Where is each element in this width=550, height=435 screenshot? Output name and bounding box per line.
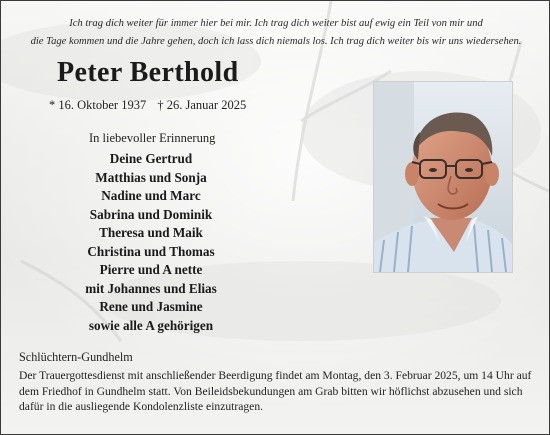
poem-line: die Tage kommen und die Jahre gehen, doch ich lass dich niemals los. Ich trag dich weiter bis wir uns wiedersehen. bbox=[30, 36, 522, 47]
family-member: Christina und Thomas bbox=[87, 243, 215, 259]
place-name: Schlüchtern-Gundhelm bbox=[19, 350, 133, 364]
family-member: Pierre und A nette bbox=[99, 262, 203, 277]
family-member: Rene und Jasmine bbox=[99, 299, 203, 314]
funeral-service-text: Der Trauergottesdienst mit anschließender Beerdigung findet am Montag, den 3. Februar 2025, um 14 Uhr auf dem Friedhof in Gundhelm statt. Von Beileidsbekundungen am Grab bitten wir höflichst abzusehen und sich dafür in die ausliegende Kondolenzliste einzutragen. bbox=[19, 369, 532, 413]
family-list bbox=[53, 150, 249, 335]
memorial-intro: In liebevoller Erinnerung bbox=[89, 131, 216, 145]
family-member: Sabrina und Dominik bbox=[89, 206, 213, 222]
birth-date: * 16. Oktober 1937 bbox=[49, 98, 147, 112]
portrait-photo bbox=[373, 81, 513, 273]
family-member: Matthias und Sonja bbox=[95, 169, 207, 185]
family-member: Theresa und Maik bbox=[99, 225, 203, 240]
poem-text bbox=[11, 15, 541, 51]
deceased-name: Peter Berthold bbox=[57, 57, 239, 88]
portrait-illustration bbox=[374, 82, 512, 272]
family-member: Nadine und Marc bbox=[101, 188, 201, 203]
death-date: † 26. Januar 2025 bbox=[157, 98, 247, 112]
family-member: sowie alle A gehörigen bbox=[88, 317, 214, 333]
life-dates bbox=[49, 98, 254, 113]
poem-line: Ich trag dich weiter für immer hier bei mir. Ich trag dich weiter bist auf ewig ein Teil von mir und bbox=[69, 18, 483, 29]
family-member: mit Johannes und Elias bbox=[85, 280, 217, 296]
family-member: Deine Gertrud bbox=[109, 151, 193, 166]
